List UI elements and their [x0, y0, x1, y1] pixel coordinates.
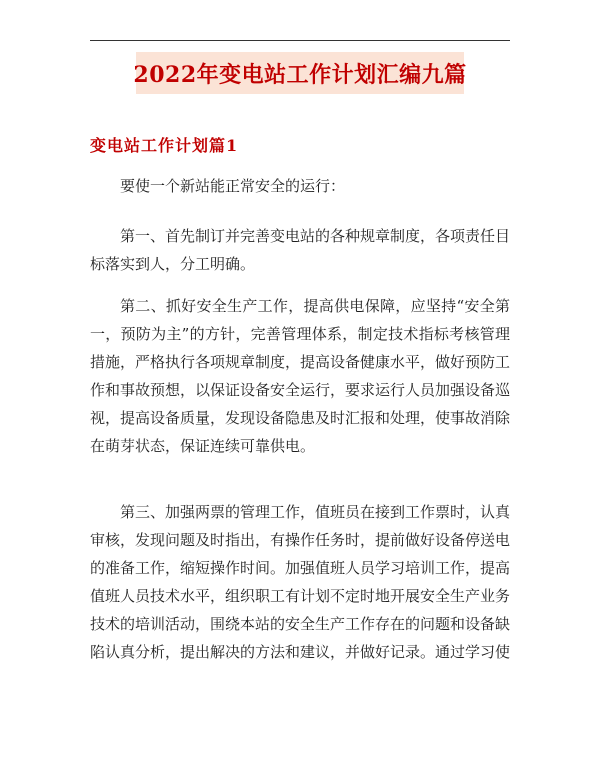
section-heading: 变电站工作计划篇1: [90, 136, 239, 155]
header-rule: [90, 40, 510, 41]
title-banner: [133, 52, 467, 94]
paragraph-intro: 要使一个新站能正常安全的运行：: [120, 177, 346, 195]
document-title: 2022年变电站工作计划汇编九篇: [133, 61, 467, 88]
paragraph-first: 第一、首先制订并完善变电站的各种规章制度，各项责任目标落实到人，分工明确。: [90, 227, 511, 273]
paragraph-third: 第三、加强两票的管理工作，值班员在接到工作票时，认真审核，发现问题及时指出，有操作任务时，提前做好设备停送电的准备工作，缩短操作时间。加强值班人员学习培训工作，提高值班人员技术水平，组织职工有计划不定时地开展安全生产业务技术的培训活动，围绕本站的安全生产工作存在的问题和设备缺陷认真分析，提出解决的方法和建议，并做好记录。通过学习使: [90, 503, 511, 661]
paragraph-second: 第二、抓好安全生产工作，提高供电保障，应坚持“安全第一，预防为主”的方针，完善管理体系，制定技术指标考核管理措施，严格执行各项规章制度，提高设备健康水平，做好预防工作和事故预想，以保证设备安全运行，要求运行人员加强设备巡视，提高设备质量，发现设备隐患及时汇报和处理，使事故消除在萌芽状态，保证连续可靠供电。: [90, 297, 511, 455]
